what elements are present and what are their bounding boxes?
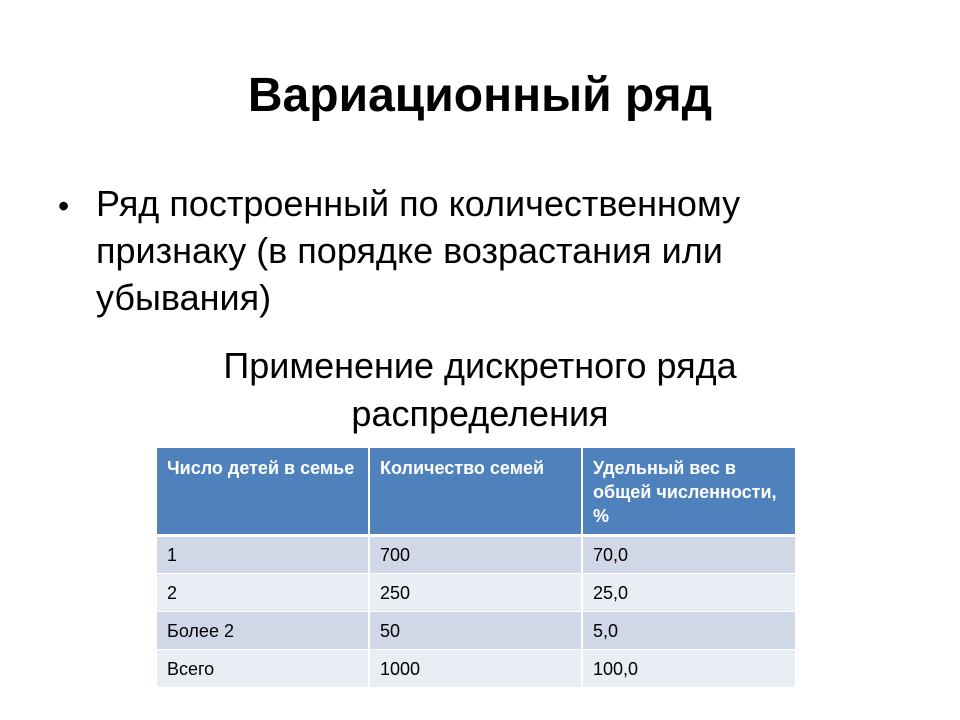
table-cell: 250 xyxy=(369,574,582,612)
table-cell: Более 2 xyxy=(156,612,369,650)
table-row xyxy=(156,612,796,650)
header-families-count: Количество семей xyxy=(369,448,582,536)
table-cell: 1 xyxy=(156,536,369,574)
table-cell: 5,0 xyxy=(582,612,796,650)
distribution-table xyxy=(155,448,797,688)
header-children-count: Число детей в семье xyxy=(156,448,369,536)
table-cell: 700 xyxy=(369,536,582,574)
bullet-dot-icon: • xyxy=(58,188,70,224)
slide-title: Вариационный ряд xyxy=(247,69,713,122)
table-caption: Применение дискретного ряда распределения xyxy=(223,345,737,434)
table-cell: 2 xyxy=(156,574,369,612)
table-header-row xyxy=(156,448,796,536)
table-cell: 70,0 xyxy=(582,536,796,574)
table-cell: 100,0 xyxy=(582,650,796,688)
bullet-text: Ряд построенный по количественному признаку (в порядке возрастания или убывания) xyxy=(96,183,741,318)
table-row xyxy=(156,574,796,612)
header-share-percent: Удельный вес в общей численности, % xyxy=(582,448,796,536)
table-row xyxy=(156,536,796,574)
table-row-total xyxy=(156,650,796,688)
table-cell: 50 xyxy=(369,612,582,650)
table-cell: 25,0 xyxy=(582,574,796,612)
table-cell: Всего xyxy=(156,650,369,688)
table-cell: 1000 xyxy=(369,650,582,688)
